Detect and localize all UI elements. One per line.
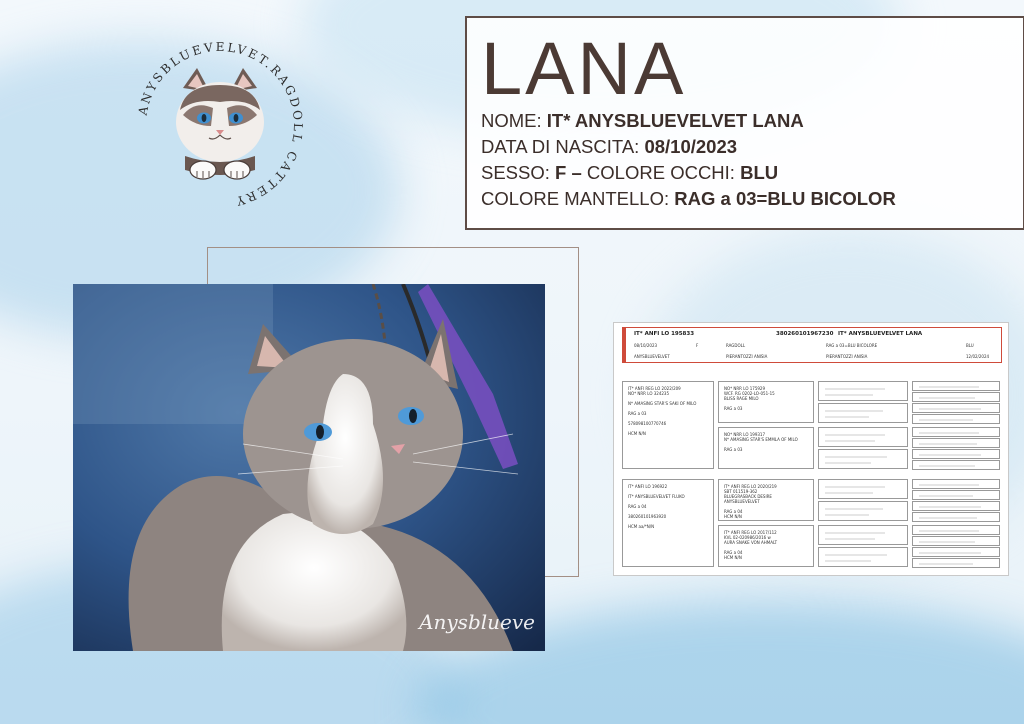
data-nascita-line — [481, 134, 1023, 160]
mantello-line — [481, 186, 1023, 212]
nome-value: IT* ANYSBLUEVELVET LANA — [546, 110, 804, 131]
pedigree-gen4-13 — [912, 525, 1000, 535]
pedigree-gen3-6 — [818, 501, 908, 521]
pedigree-gen3-5 — [818, 479, 908, 499]
nascita-value: 08/10/2023 — [644, 136, 738, 157]
pedigree-gen3-8 — [818, 547, 908, 567]
pedigree-date: 12/02/2024 — [966, 354, 990, 359]
pedigree-gen4-9 — [912, 479, 1000, 489]
pedigree-tree — [622, 375, 1002, 571]
cat-info-panel — [465, 16, 1024, 230]
pedigree-gen4-7 — [912, 449, 1000, 459]
pedigree-gen3-4 — [818, 449, 908, 469]
pedigree-sire — [622, 381, 714, 469]
pedigree-gen3-7 — [818, 525, 908, 545]
occhi-label: COLORE OCCHI: — [586, 162, 735, 183]
pedigree-chip: 380260101967230 — [776, 331, 834, 337]
cattery-logo — [125, 30, 315, 220]
nascita-label: DATA DI NASCITA: — [481, 136, 640, 157]
sesso-occhi-line — [481, 160, 1023, 186]
sire-text: IT* ANFI REG LO 2022/209 NO* NRR LO 324235 N* AMASING STAR'S SAKI OF MILO RAG a 03 578098100770746 HCM N/N — [628, 386, 697, 436]
photo-signature: Anysblueve — [419, 610, 535, 634]
pedigree-dam-sire — [718, 479, 814, 521]
pedigree-birth: 08/10/2023 — [634, 343, 658, 348]
sesso-value: F — [555, 162, 567, 183]
sire-dam-text: NO* NRR LO 199317 N* AMASING STAR'S EMMLA OF MILO RAG a 03 — [724, 432, 798, 452]
cat-photo — [73, 284, 545, 651]
pedigree-header — [622, 327, 1002, 363]
pedigree-gen3-1 — [818, 381, 908, 401]
pedigree-owner-2: PIERANTOZZI ANISIA — [826, 354, 868, 359]
nome-line — [481, 108, 1023, 134]
logo-ring-text: ANYSBLUEVELVET.RAGDOLL CATTERY — [135, 39, 306, 209]
sesso-label: SESSO: — [481, 162, 550, 183]
nome-label: NOME: — [481, 110, 542, 131]
pedigree-dam-dam — [718, 525, 814, 567]
pedigree-gen4-8 — [912, 460, 1000, 470]
dam-text: IT* ANFI LO 196922 IT* ANYSBLUEVELVET FLUKO RAG a 04 380260101963920 HCM aa/*N/N — [628, 484, 685, 529]
pedigree-document — [613, 322, 1009, 576]
pedigree-owner: PIERANTOZZI ANISIA — [726, 354, 768, 359]
pedigree-sire-dam — [718, 427, 814, 469]
cat-name-title: LANA — [481, 27, 687, 110]
pedigree-sex: F — [696, 343, 699, 348]
ragdoll-cat-face-icon — [176, 68, 264, 179]
pedigree-gen4-10 — [912, 490, 1000, 500]
pedigree-sire-sire — [718, 381, 814, 423]
mantello-label: COLORE MANTELLO: — [481, 188, 670, 209]
pedigree-gen4-12 — [912, 512, 1000, 522]
sire-sire-text: NO* NRR LO 175929 WCF. RG 0202-LO-051-15 BLISS RAGE MILO RAG a 03 — [724, 386, 775, 411]
pedigree-gen4-5 — [912, 427, 1000, 437]
pedigree-gen4-6 — [912, 438, 1000, 448]
pedigree-color: RAG a 03=BLU BICOLORE — [826, 343, 878, 348]
pedigree-gen4-15 — [912, 547, 1000, 557]
pedigree-dam — [622, 479, 714, 567]
pedigree-breeder: ANYSBLUEVELVET — [634, 354, 670, 359]
occhi-value: BLU — [740, 162, 779, 183]
dam-dam-text: IT* ANFI REG LO 2017/112 KVL 02-020986/2016 w AURA SNAKE VON AHMALT RAG a 04 HCM N/N — [724, 530, 778, 560]
pedigree-gen4-1 — [912, 381, 1000, 391]
pedigree-name: IT* ANYSBLUEVELVET LANA — [838, 331, 923, 337]
pedigree-breed: RAGDOLL — [726, 343, 746, 348]
pedigree-gen3-3 — [818, 427, 908, 447]
mantello-value: RAG a 03=BLU BICOLOR — [674, 188, 896, 209]
pedigree-gen4-11 — [912, 501, 1000, 511]
pedigree-gen4-16 — [912, 558, 1000, 568]
pedigree-gen4-3 — [912, 403, 1000, 413]
dam-sire-text: IT* ANFI REG LO 2020/219 SBT 011519-362 BLUEGRASBACK DESIRE ANYSBLUEVELVET RAG a 04 HCM N/N — [724, 484, 777, 519]
pedigree-eyes: BLU — [966, 343, 974, 348]
separator: – — [566, 162, 587, 183]
pedigree-id: IT* ANFI LO 195833 — [634, 331, 695, 337]
pedigree-gen4-4 — [912, 414, 1000, 424]
pedigree-gen4-2 — [912, 392, 1000, 402]
pedigree-gen3-2 — [818, 403, 908, 423]
pedigree-gen4-14 — [912, 536, 1000, 546]
